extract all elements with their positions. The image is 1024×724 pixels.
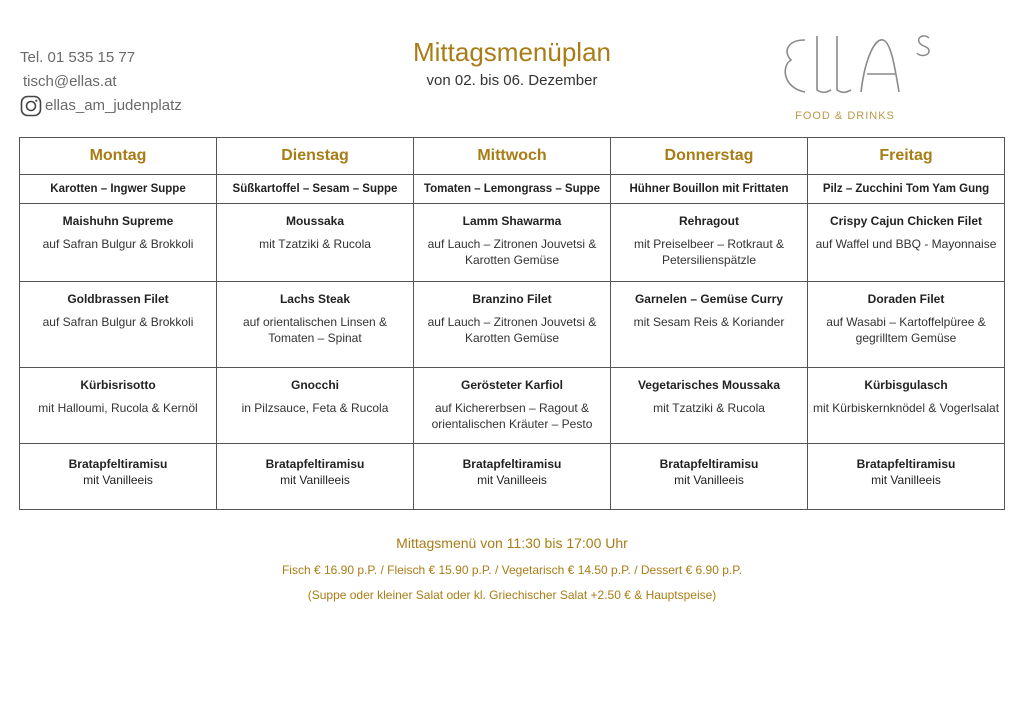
dish-name: Moussaka xyxy=(285,214,345,228)
dessert-description: mit Vanilleeis xyxy=(674,473,744,487)
lunch-hours: Mittagsmenü von 11:30 bis 17:00 Uhr xyxy=(396,535,628,551)
dessert-cell xyxy=(20,444,217,510)
day-header-friday: Freitag xyxy=(808,138,1005,175)
soup-cell: Hühner Bouillon mit Frittaten xyxy=(611,175,808,204)
dish-name: Gerösteter Karfiol xyxy=(460,378,564,392)
dish-description: auf Wasabi – Kartoffelpüree & gegrilltem Gemüse xyxy=(826,315,986,345)
dessert-row xyxy=(20,444,1005,510)
price-list: Fisch € 16.90 p.P. / Fleisch € 15.90 p.P. / Vegetarisch € 14.50 p.P. / Dessert € 6.90 p.P. xyxy=(281,563,743,577)
soup-cell: Süßkartoffel – Sesam – Suppe xyxy=(217,175,414,204)
dish-description: auf Waffel und BBQ - Mayonnaise xyxy=(815,237,997,251)
dish-name: Crispy Cajun Chicken Filet xyxy=(829,214,983,228)
dish-name: Branzino Filet xyxy=(472,292,552,306)
dish-cell xyxy=(217,282,414,368)
dessert-name: Bratapfeltiramisu xyxy=(659,457,759,471)
meat-dish-row xyxy=(20,204,1005,282)
soup-cell: Karotten – Ingwer Suppe xyxy=(20,175,217,204)
dish-name: Kürbisgulasch xyxy=(864,378,948,392)
email-address[interactable]: tisch@ellas.at xyxy=(23,73,117,90)
dish-description: auf Safran Bulgur & Brokkoli xyxy=(42,315,194,329)
dish-description: auf Lauch – Zitronen Jouvetsi & Karotten Gemüse xyxy=(427,315,597,345)
page-subtitle: von 02. bis 06. Dezember xyxy=(426,72,598,89)
dish-name: Maishuhn Supreme xyxy=(62,214,174,228)
dessert-cell xyxy=(217,444,414,510)
dessert-description: mit Vanilleeis xyxy=(83,473,153,487)
logo-tagline: FOOD & DRINKS xyxy=(795,110,895,122)
dish-cell xyxy=(611,368,808,444)
dessert-name: Bratapfeltiramisu xyxy=(856,457,956,471)
dish-description: mit Tzatziki & Rucola xyxy=(653,401,765,415)
dish-cell xyxy=(414,204,611,282)
dish-description: mit Kürbiskernknödel & Vogerlsalat xyxy=(812,401,1000,415)
dish-cell xyxy=(808,204,1005,282)
dessert-description: mit Vanilleeis xyxy=(280,473,350,487)
dessert-name: Bratapfeltiramisu xyxy=(68,457,168,471)
dish-description: auf Lauch – Zitronen Jouvetsi & Karotten Gemüse xyxy=(427,237,597,267)
dish-cell xyxy=(611,282,808,368)
dish-description: mit Halloumi, Rucola & Kernöl xyxy=(38,401,198,415)
dessert-name: Bratapfeltiramisu xyxy=(265,457,365,471)
day-header-monday: Montag xyxy=(20,138,217,175)
dessert-description: mit Vanilleeis xyxy=(871,473,941,487)
soup-row xyxy=(20,175,1005,204)
dish-name: Lamm Shawarma xyxy=(462,214,562,228)
page-title: Mittagsmenüplan xyxy=(413,37,611,67)
dish-cell xyxy=(414,368,611,444)
dish-name: Rehragout xyxy=(679,214,739,228)
day-header-row xyxy=(20,138,1005,175)
dish-description: in Pilzsauce, Feta & Rucola xyxy=(241,401,389,415)
day-header-wednesday: Mittwoch xyxy=(414,138,611,175)
fish-dish-row xyxy=(20,282,1005,368)
dish-cell xyxy=(414,282,611,368)
day-header-tuesday: Dienstag xyxy=(217,138,414,175)
dish-description: mit Sesam Reis & Koriander xyxy=(633,315,785,329)
dish-name: Goldbrassen Filet xyxy=(67,292,169,306)
weekly-menu-table xyxy=(19,137,1005,510)
soup-cell: Pilz – Zucchini Tom Yam Gung xyxy=(808,175,1005,204)
day-header-thursday: Donnerstag xyxy=(611,138,808,175)
dish-name: Gnocchi xyxy=(290,378,339,392)
instagram-handle-row[interactable] xyxy=(20,94,182,118)
dish-description: auf orientalischen Linsen & Tomaten – Spinat xyxy=(242,315,388,345)
dish-cell xyxy=(217,368,414,444)
dish-cell xyxy=(20,282,217,368)
dish-cell xyxy=(808,368,1005,444)
dish-cell xyxy=(217,204,414,282)
dish-name: Doraden Filet xyxy=(867,292,945,306)
dessert-cell xyxy=(808,444,1005,510)
dish-cell xyxy=(808,282,1005,368)
dish-name: Garnelen – Gemüse Curry xyxy=(634,292,784,306)
dish-name: Lachs Steak xyxy=(279,292,351,306)
dessert-name: Bratapfeltiramisu xyxy=(462,457,562,471)
phone-number: Tel. 01 535 15 77 xyxy=(20,49,136,66)
dish-cell xyxy=(20,368,217,444)
dessert-cell xyxy=(611,444,808,510)
instagram-handle: ellas_am_judenplatz xyxy=(45,97,182,114)
dish-description: mit Tzatziki & Rucola xyxy=(259,237,371,251)
dish-cell xyxy=(611,204,808,282)
dish-description: auf Safran Bulgur & Brokkoli xyxy=(42,237,194,251)
vegetarian-dish-row xyxy=(20,368,1005,444)
dessert-cell xyxy=(414,444,611,510)
dish-name: Vegetarisches Moussaka xyxy=(637,378,781,392)
dish-description: auf Kichererbsen – Ragout & orientalischen Kräuter – Pesto xyxy=(431,401,593,431)
instagram-icon xyxy=(20,95,42,117)
dessert-description: mit Vanilleeis xyxy=(477,473,547,487)
dish-cell xyxy=(20,204,217,282)
dish-description: mit Preiselbeer – Rotkraut & Petersilienspätzle xyxy=(633,237,785,267)
dish-name: Kürbisrisotto xyxy=(80,378,156,392)
soup-cell: Tomaten – Lemongrass – Suppe xyxy=(414,175,611,204)
menu-note: (Suppe oder kleiner Salat oder kl. Griechischer Salat +2.50 € & Hauptspeise) xyxy=(307,588,717,602)
